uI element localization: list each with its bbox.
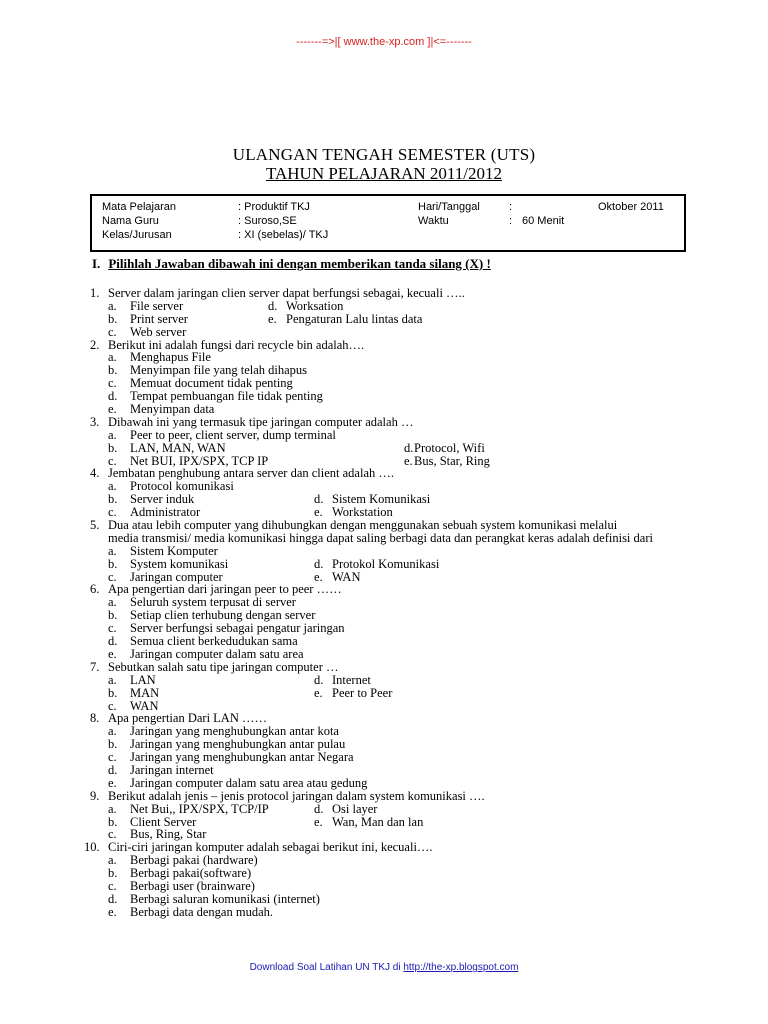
option-letter[interactable]: d. bbox=[268, 298, 278, 313]
question-item bbox=[86, 661, 766, 674]
answer-option-row bbox=[86, 313, 766, 326]
footer bbox=[0, 962, 768, 973]
option-text[interactable]: Protocol, Wifi bbox=[414, 440, 485, 455]
question-number: 5. bbox=[90, 518, 100, 533]
option-text[interactable]: File server bbox=[130, 298, 184, 313]
option-text[interactable]: Seluruh system terpusat di server bbox=[130, 595, 296, 610]
info-row bbox=[92, 215, 684, 229]
option-letter[interactable]: e. bbox=[314, 505, 323, 520]
question-number: 7. bbox=[90, 659, 100, 674]
answer-option-row bbox=[86, 545, 766, 558]
option-letter[interactable]: d. bbox=[404, 440, 414, 455]
question-text: Berikut ini adalah fungsi dari recycle bin adalah…. bbox=[108, 337, 365, 352]
option-text[interactable]: Jaringan computer bbox=[130, 569, 223, 584]
question-number: 8. bbox=[90, 711, 100, 726]
option-text[interactable]: Web server bbox=[130, 324, 187, 339]
option-text[interactable]: Net Bui,, IPX/SPX, TCP/IP bbox=[130, 801, 269, 816]
option-letter[interactable]: a. bbox=[108, 350, 117, 365]
option-letter[interactable]: a. bbox=[108, 801, 117, 816]
option-text[interactable]: Jaringan yang menghubungkan antar pulau bbox=[130, 737, 346, 752]
section-instruction bbox=[92, 256, 491, 272]
option-letter[interactable]: d. bbox=[314, 672, 324, 687]
option-letter[interactable]: e. bbox=[108, 402, 117, 417]
option-text[interactable]: Menyimpan data bbox=[130, 402, 215, 417]
option-text[interactable]: Net BUI, IPX/SPX, TCP IP bbox=[130, 453, 269, 468]
option-text[interactable]: Memuat document tidak penting bbox=[130, 376, 293, 391]
option-letter[interactable]: c. bbox=[108, 324, 117, 339]
option-text[interactable]: Semua client berkedudukan sama bbox=[130, 634, 298, 649]
answer-option-row bbox=[86, 403, 766, 416]
question-text: Berikut adalah jenis – jenis protocol jaringan dalam system komunikasi …. bbox=[108, 788, 485, 803]
info-label: Mata Pelajaran bbox=[102, 201, 176, 213]
question-number: 10. bbox=[84, 840, 100, 855]
option-letter[interactable]: d. bbox=[314, 801, 324, 816]
option-text[interactable]: Tempat pembuangan file tidak penting bbox=[130, 389, 323, 404]
info-label: Kelas/Jurusan bbox=[102, 229, 172, 241]
option-letter[interactable]: a. bbox=[108, 595, 117, 610]
option-text[interactable]: Jaringan yang menghubungkan antar Negara bbox=[130, 750, 354, 765]
info-row bbox=[92, 201, 684, 215]
info-row bbox=[92, 229, 684, 243]
exam-title: ULANGAN TENGAH SEMESTER (UTS) bbox=[232, 145, 536, 164]
answer-option-row bbox=[86, 906, 766, 919]
option-letter[interactable]: b. bbox=[108, 814, 118, 829]
option-text[interactable]: Menghapus File bbox=[130, 350, 211, 365]
option-text[interactable]: Workstation bbox=[332, 505, 393, 520]
question-item bbox=[86, 287, 766, 300]
option-text[interactable]: Print server bbox=[130, 311, 188, 326]
answer-option-row bbox=[86, 674, 766, 687]
info-value: Oktober 2011 bbox=[598, 201, 664, 213]
option-letter[interactable]: c. bbox=[108, 827, 117, 842]
option-text[interactable]: WAN bbox=[332, 569, 361, 584]
question-number: 4. bbox=[90, 466, 100, 481]
question-text: Ciri-ciri jaringan komputer adalah sebagai berikut ini, kecuali…. bbox=[108, 840, 433, 855]
option-letter[interactable]: a. bbox=[108, 672, 117, 687]
option-letter[interactable]: e. bbox=[108, 775, 117, 790]
option-letter[interactable]: a. bbox=[108, 853, 117, 868]
option-letter[interactable]: c. bbox=[108, 698, 117, 713]
option-letter[interactable]: d. bbox=[108, 762, 118, 777]
answer-option-row bbox=[86, 648, 766, 661]
question-text: Sebutkan salah satu tipe jaringan computer … bbox=[108, 659, 339, 674]
option-text[interactable]: Berbagi pakai(software) bbox=[130, 866, 252, 881]
question-item bbox=[86, 790, 766, 803]
option-text[interactable]: Setiap clien terhubung dengan server bbox=[130, 608, 316, 623]
option-letter[interactable]: a. bbox=[108, 479, 117, 494]
option-letter[interactable]: b. bbox=[108, 866, 118, 881]
option-letter[interactable]: c. bbox=[108, 569, 117, 584]
answer-option-row bbox=[86, 764, 766, 777]
option-letter[interactable]: c. bbox=[108, 376, 117, 391]
info-value: 60 Menit bbox=[522, 215, 565, 227]
info-label: Waktu bbox=[418, 215, 449, 227]
answer-option-row bbox=[86, 558, 766, 571]
option-text[interactable]: WAN bbox=[130, 698, 159, 713]
option-letter[interactable]: c. bbox=[108, 878, 117, 893]
option-text[interactable]: Berbagi saluran komunikasi (internet) bbox=[130, 891, 320, 906]
option-text[interactable]: System komunikasi bbox=[130, 556, 229, 571]
header-link[interactable]: www.the-xp.com bbox=[343, 36, 425, 48]
footer-link[interactable]: http://the-xp.blogspot.com bbox=[403, 962, 519, 973]
question-text: Apa pengertian Dari LAN …… bbox=[108, 711, 267, 726]
option-letter[interactable]: a. bbox=[108, 724, 117, 739]
option-letter[interactable]: c. bbox=[108, 621, 117, 636]
option-text[interactable]: Client Server bbox=[130, 814, 197, 829]
question-number: 9. bbox=[90, 788, 100, 803]
question-text: Dibawah ini yang termasuk tipe jaringan computer adalah … bbox=[108, 414, 414, 429]
option-text[interactable]: Internet bbox=[332, 672, 371, 687]
option-text[interactable]: Server berfungsi sebagai pengatur jaringan bbox=[130, 621, 345, 636]
answer-option-row bbox=[86, 429, 766, 442]
option-letter[interactable]: c. bbox=[108, 505, 117, 520]
option-text[interactable]: Sistem Komunikasi bbox=[332, 492, 431, 507]
option-letter[interactable]: c. bbox=[108, 453, 117, 468]
answer-option-row bbox=[86, 880, 766, 893]
option-letter[interactable]: b. bbox=[108, 737, 118, 752]
header-prefix: -------=>|[ bbox=[296, 36, 344, 48]
option-text[interactable]: Bus, Ring, Star bbox=[130, 827, 207, 842]
option-letter[interactable]: b. bbox=[108, 556, 118, 571]
header-suffix: ]|<=------- bbox=[424, 36, 472, 48]
option-text[interactable]: Protocol komunikasi bbox=[130, 479, 234, 494]
option-letter[interactable]: b. bbox=[108, 311, 118, 326]
option-text[interactable]: Menyimpan file yang telah dihapus bbox=[130, 363, 308, 378]
option-letter[interactable]: b. bbox=[108, 440, 118, 455]
footer-text: Download Soal Latihan UN TKJ di bbox=[249, 962, 404, 973]
option-text[interactable]: Berbagi user (brainware) bbox=[130, 878, 255, 893]
question-list bbox=[86, 287, 766, 919]
option-letter[interactable]: e. bbox=[314, 569, 323, 584]
option-text[interactable]: Jaringan computer dalam satu area atau gedung bbox=[130, 775, 368, 790]
option-text[interactable]: LAN, MAN, WAN bbox=[130, 440, 226, 455]
info-value: : Suroso,SE bbox=[238, 215, 297, 227]
option-text[interactable]: Berbagi pakai (hardware) bbox=[130, 853, 258, 868]
question-number: 3. bbox=[90, 414, 100, 429]
option-text[interactable]: Osi layer bbox=[332, 801, 378, 816]
option-text[interactable]: Peer to peer, client server, dump terminal bbox=[130, 427, 336, 442]
option-letter[interactable]: e. bbox=[108, 646, 117, 661]
question-text: Apa pengertian dari jaringan peer to peer …… bbox=[108, 582, 342, 597]
option-letter[interactable]: e. bbox=[404, 453, 413, 468]
option-letter[interactable]: b. bbox=[108, 492, 118, 507]
answer-option-row bbox=[86, 300, 766, 313]
question-number: 2. bbox=[90, 337, 100, 352]
option-text[interactable]: MAN bbox=[130, 685, 160, 700]
option-text[interactable]: Berbagi data dengan mudah. bbox=[130, 904, 274, 919]
option-letter[interactable]: b. bbox=[108, 363, 118, 378]
option-text[interactable]: Sistem Komputer bbox=[130, 543, 218, 558]
option-text[interactable]: Jaringan computer dalam satu area bbox=[130, 646, 304, 661]
info-separator: : bbox=[509, 215, 513, 227]
question-number: 1. bbox=[90, 286, 100, 300]
answer-option-row bbox=[86, 326, 766, 339]
option-letter[interactable]: e. bbox=[314, 685, 323, 700]
option-text[interactable]: Protokol Komunikasi bbox=[332, 556, 440, 571]
option-text[interactable]: Server induk bbox=[130, 492, 195, 507]
option-text[interactable]: Administrator bbox=[130, 505, 201, 520]
option-letter[interactable]: e. bbox=[314, 814, 323, 829]
question-item bbox=[86, 519, 766, 532]
section-number: I. bbox=[92, 256, 101, 271]
question-text: Server dalam jaringan clien server dapat berfungsi sebagai, kecuali ….. bbox=[108, 286, 465, 300]
option-letter[interactable]: d. bbox=[108, 389, 118, 404]
info-label: Nama Guru bbox=[102, 215, 159, 227]
info-separator: : bbox=[509, 201, 513, 213]
option-letter[interactable]: a. bbox=[108, 543, 117, 558]
option-letter[interactable]: e. bbox=[108, 904, 117, 919]
option-letter[interactable]: d. bbox=[108, 891, 118, 906]
exam-info-box bbox=[90, 194, 686, 252]
option-text[interactable]: Peer to Peer bbox=[332, 685, 393, 700]
question-text: Dua atau lebih computer yang dihubungkan dengan menggunakan sebuah system komunikasi melalui bbox=[108, 518, 618, 533]
question-text-continued bbox=[86, 532, 766, 545]
option-letter[interactable]: b. bbox=[108, 685, 118, 700]
info-label: Hari/Tanggal bbox=[418, 201, 480, 213]
answer-option-row bbox=[86, 635, 766, 648]
answer-option-row bbox=[86, 442, 766, 455]
answer-option-row bbox=[86, 687, 766, 700]
option-text[interactable]: Wan, Man dan lan bbox=[332, 814, 424, 829]
option-letter[interactable]: a. bbox=[108, 427, 117, 442]
option-letter[interactable]: d. bbox=[314, 556, 324, 571]
option-text[interactable]: LAN bbox=[130, 672, 156, 687]
option-letter[interactable]: a. bbox=[108, 298, 117, 313]
answer-option-row bbox=[86, 893, 766, 906]
info-value: : XI (sebelas)/ TKJ bbox=[238, 229, 329, 241]
option-text[interactable]: Pengaturan Lalu lintas data bbox=[286, 311, 423, 326]
option-letter[interactable]: d. bbox=[108, 634, 118, 649]
question-item bbox=[86, 416, 766, 429]
answer-option-row bbox=[86, 777, 766, 790]
option-text[interactable]: Worksation bbox=[286, 298, 344, 313]
option-text[interactable]: Bus, Star, Ring bbox=[414, 453, 490, 468]
option-letter[interactable]: b. bbox=[108, 608, 118, 623]
question-text: Jembatan penghubung antara server dan client adalah …. bbox=[108, 466, 394, 481]
info-value: : Produktif TKJ bbox=[238, 201, 310, 213]
answer-option-row bbox=[86, 803, 766, 816]
option-letter[interactable]: c. bbox=[108, 750, 117, 765]
option-letter[interactable]: d. bbox=[314, 492, 324, 507]
question-number: 6. bbox=[90, 582, 100, 597]
option-text[interactable]: Jaringan internet bbox=[130, 762, 214, 777]
question-text: media transmisi/ media komunikasi hingga dapat saling berbagi data dan perangkat keras adalah definisi dari bbox=[108, 530, 653, 545]
exam-year: TAHUN PELAJARAN 2011/2012 bbox=[265, 164, 502, 183]
option-text[interactable]: Jaringan yang menghubungkan antar kota bbox=[130, 724, 339, 739]
header-banner bbox=[0, 36, 768, 48]
section-text: Pilihlah Jawaban dibawah ini dengan memberikan tanda silang (X) ! bbox=[108, 256, 491, 271]
option-letter[interactable]: e. bbox=[268, 311, 277, 326]
